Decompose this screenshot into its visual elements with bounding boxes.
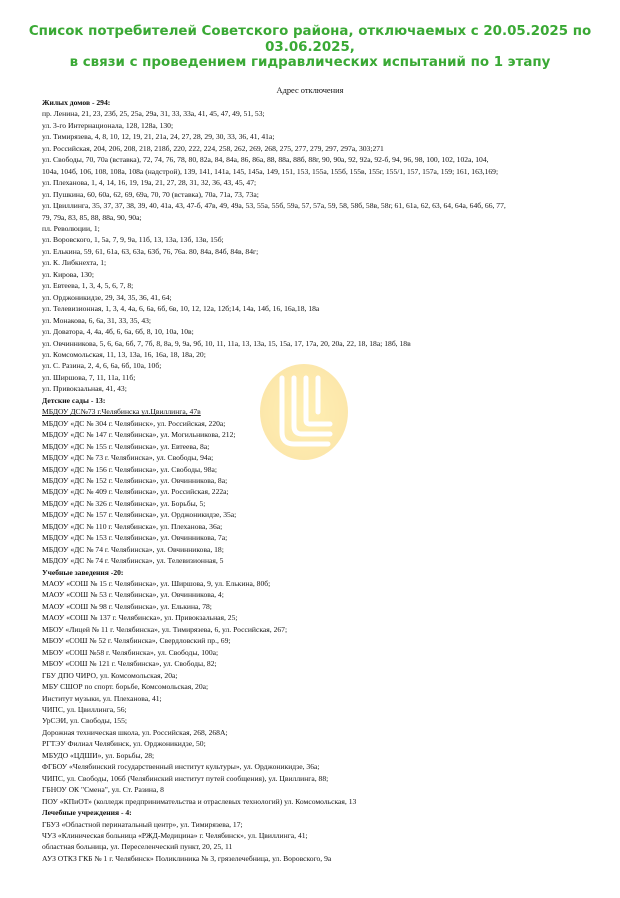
address-entry: МБОУ «СОШ № 121 г. Челябинска», ул. Свободы, 82;: [42, 659, 217, 669]
address-list: [42, 97, 598, 864]
address-entry: ул. Цвиллинга, 35, 37, 37, 38, 39, 40, 41а, 43, 47-б, 47в, 49, 49а, 53, 55а, 55б, 59а, 57, 57а, 59, 58, 58б, 58в, 58г, 61, 61а, 62, 63, 64, 64а, 64б, 66, 77,: [42, 201, 506, 211]
section-heading: Жилых домов - 294:: [42, 98, 111, 107]
address-entry: МАОУ «СОШ № 53 г. Челябинска», ул. Овчинникова, 4;: [42, 590, 224, 600]
address-entry: МБДОУ ДС№73 г.Челябинска ул.Цвиллинга, 47в: [42, 407, 201, 417]
address-entry: ул. Доватора, 4, 4а, 4б, 6, 6а, 6б, 8, 10, 10а, 10в;: [42, 327, 194, 337]
address-entry: РГТЭУ Филиал Челябинск, ул. Орджоникидзе, 50;: [42, 739, 206, 749]
address-entry: ул. Тимирязева, 4, 8, 10, 12, 19, 21, 21а, 24, 27, 28, 29, 30, 33, 36, 41, 41а;: [42, 132, 275, 142]
document-title: [20, 24, 600, 71]
address-entry: ул. С. Разина, 2, 4, 6, 6а, 6б, 10а, 10б;: [42, 361, 162, 371]
address-entry: Институт музыки, ул. Плеханова, 41;: [42, 693, 162, 703]
address-entry: УрСЭИ, ул. Свободы, 155;: [42, 716, 128, 726]
address-entry: ул. Телевизионная, 1, 3, 4, 4а, 6, 6а, 6б, 6в, 10, 12, 12а, 12б;14, 14а, 14б, 16, 16а,18, 18а: [42, 304, 320, 314]
section-heading: Учебные заведения -20:: [42, 567, 124, 577]
column-header: Адрес отключения: [276, 86, 344, 95]
address-entry: ЧИПС, ул. Свободы, 106б (Челябинский институт путей сообщения), ул. Цвиллинга, 88;: [42, 773, 329, 783]
address-entry: МБДОУ «ДС № 147 г. Челябинска», ул. Могильникова, 212;: [42, 430, 236, 440]
title-line: в связи с проведением гидравлических испытаний по 1 этапу: [69, 55, 551, 70]
address-entry: ул. Ширшова, 7, 11, 11а, 11б;: [42, 372, 136, 382]
address-entry: ул. 3-го Интернационала, 128, 128а, 130;: [42, 120, 174, 130]
address-entry: МБДОУ «ДС № 152 г. Челябинска», ул. Овчинникова, 8а;: [42, 475, 228, 485]
address-entry: МБДОУ «ДС № 326 г. Челябинска», ул. Борьбы, 5;: [42, 498, 206, 508]
address-entry: ул. Елькина, 59, 61, 61а, 63, 63а, 63б, 76, 76а. 80, 84а, 84б, 84в, 84г;: [42, 246, 259, 256]
address-entry: МАОУ «СОШ № 137 г. Челябинска», ул. Привокзальная, 25;: [42, 613, 238, 623]
address-entry: МБУ СШОР по спорт. борьбе, Комсомольская, 20а;: [42, 682, 209, 692]
address-entry: МБУДО «ЦДШИ», ул. Борьбы, 28;: [42, 750, 155, 760]
address-entry: ул. Комсомольская, 11, 13, 13а, 16, 16а, 18, 18а, 20;: [42, 349, 206, 359]
section-heading: Детские сады - 13:: [42, 395, 106, 405]
address-entry: ул. Плеханова, 1, 4, 14, 16, 19, 19а, 21, 27, 28, 31, 32, 36, 43, 45, 47;: [42, 178, 257, 188]
address-entry: МАОУ «СОШ № 98 г. Челябинска», ул. Елькина, 78;: [42, 601, 212, 611]
address-entry: МБДОУ «ДС № 156 г. Челябинска», ул. Свободы, 98а;: [42, 464, 217, 474]
address-entry: МБОУ «СОШ № 52 г. Челябинска», Свердловский пр., 69;: [42, 636, 231, 646]
address-entry: ГБУЗ «Областной перинатальный центр», ул. Тимирязева, 17;: [42, 819, 243, 829]
address-entry: МБДОУ «ДС № 110 г. Челябинска», ул. Плеханова, 36а;: [42, 521, 223, 531]
address-entry: МБДОУ «ДС № 409 г. Челябинска», ул. Российская, 222а;: [42, 487, 229, 497]
address-entry: МБДОУ «ДС № 157 г. Челябинска», ул. Орджоникидзе, 35а;: [42, 510, 237, 520]
address-entry: ул. Кирова, 130;: [42, 269, 94, 279]
address-entry: ФГБОУ «Челябинский государственный институт культуры», ул. Орджоникидзе, 36а;: [42, 762, 320, 772]
address-entry: ПОУ «КПиОТ» (колледж предпринимательства и отраслевых технологий) ул. Комсомольская, 13: [42, 796, 357, 806]
address-entry: АУЗ ОТКЗ ГКБ № 1 г. Челябинск» Поликлиника № 3, грязелечебница, ул. Воровского, 9а: [42, 853, 332, 863]
address-entry: пр. Ленина, 21, 23, 23б, 25, 25а, 29а, 31, 33, 33а, 41, 45, 47, 49, 51, 53;: [42, 109, 265, 119]
section-heading: Лечебные учреждения - 4:: [42, 808, 132, 818]
address-entry: ул. К. Либкнехта, 1;: [42, 258, 107, 268]
address-entry: ул. Монакова, 6, 6а, 31, 33, 35, 43;: [42, 315, 152, 325]
title-line: 03.06.2025,: [265, 39, 355, 55]
address-entry: МБОУ «Лицей № 11 г. Челябинска», ул. Тимирязева, 6, ул. Российская, 267;: [42, 624, 288, 634]
address-entry: МБДОУ «ДС № 74 г. Челябинска», ул. Овчинникова, 18;: [42, 544, 224, 554]
address-entry: МБДОУ «ДС № 155 г. Челябинска», ул. Евтеева, 8а;: [42, 441, 210, 451]
address-entry: Дорожная техническая школа, ул. Российская, 268, 268А;: [42, 727, 228, 737]
address-entry: ГБУ ДПО ЧИРО, ул. Комсомольская, 20а;: [42, 670, 178, 680]
address-entry: МБДОУ «ДС № 74 г. Челябинска», ул. Телевизионная, 5: [42, 556, 224, 566]
address-entry: 79, 79а, 83, 85, 88, 88а, 90, 90а;: [42, 212, 142, 222]
address-entry: МБДОУ «ДС № 304 г. Челябинск», ул. Российская, 220а;: [42, 418, 226, 428]
address-entry: ЧИПС, ул. Цвиллинга, 56;: [42, 705, 127, 715]
address-entry: ЧУЗ «Клиническая больница «РЖД-Медицина» г. Челябинск», ул. Цвиллинга, 41;: [42, 831, 308, 840]
address-entry: МАОУ «СОШ № 15 г. Челябинска», ул. Ширшова, 9, ул. Елькина, 80б;: [42, 579, 271, 589]
address-entry: пл. Революции, 1;: [42, 223, 100, 233]
address-entry: МБДОУ «ДС № 73 г. Челябинска», ул. Свободы, 94а;: [42, 453, 214, 463]
address-entry: ул. Пушкина, 60, 60а, 62, 69, 69а, 70, 70 (вставка), 70а, 71а, 73, 73а;: [42, 189, 259, 199]
address-entry: ГБНОУ ОК "Смена", ул. Ст. Разина, 8: [42, 785, 164, 795]
address-entry: 104а, 104б, 106, 108, 108а, 108а (надстрой), 139, 141, 141а, 145, 145а, 149, 151, 153, 155а, 155б, 155в, 155г, 155/1, 157, 157а, 159; 161, 163,169;: [42, 166, 499, 176]
address-entry: ул. Воровского, 1, 5а, 7, 9, 9а, 11б, 13, 13а, 13б, 13в, 15б;: [42, 235, 224, 245]
address-entry: МБДОУ «ДС № 153 г. Челябинска», ул. Овчинникова, 7а;: [42, 533, 228, 543]
address-entry: ул. Орджоникидзе, 29, 34, 35, 36, 41, 64;: [42, 292, 172, 302]
address-entry: областная больница, ул. Переселенческий пункт, 20, 25, 11: [42, 842, 233, 852]
title-line: Список потребителей Советского района, отключаемых с 20.05.2025 по: [28, 24, 592, 39]
address-entry: ул. Привокзальная, 41, 43;: [42, 384, 127, 394]
address-entry: МБОУ «СОШ №58 г. Челябинска», ул. Свободы, 100а;: [42, 647, 219, 657]
address-entry: ул. Евтеева, 1, 3, 4, 5, 6, 7, 8;: [42, 281, 134, 291]
address-entry: ул. Свободы, 70, 70а (вставка), 72, 74, 76, 78, 80, 82а, 84, 84а, 86, 86а, 88, 88а, 88б, 88г, 90, 90а, 92, 92а, 92-б, 94, 96, 98, 100, 102, 102а, 104,: [42, 155, 489, 165]
address-entry: ул. Овчинникова, 5, 6, 6а, 6б, 7, 7б, 8, 8а, 9, 9а, 9б, 10, 11, 11а, 13, 13а, 15, 15а, 17, 17а, 20, 20а, 22, 18, 18а; 18б, 18в: [42, 338, 411, 348]
address-entry: ул. Российская, 204, 206, 208, 218, 218б, 220, 222, 224, 258, 262, 269, 268, 275, 277, 279, 297, 297а, 303;271: [42, 143, 384, 153]
